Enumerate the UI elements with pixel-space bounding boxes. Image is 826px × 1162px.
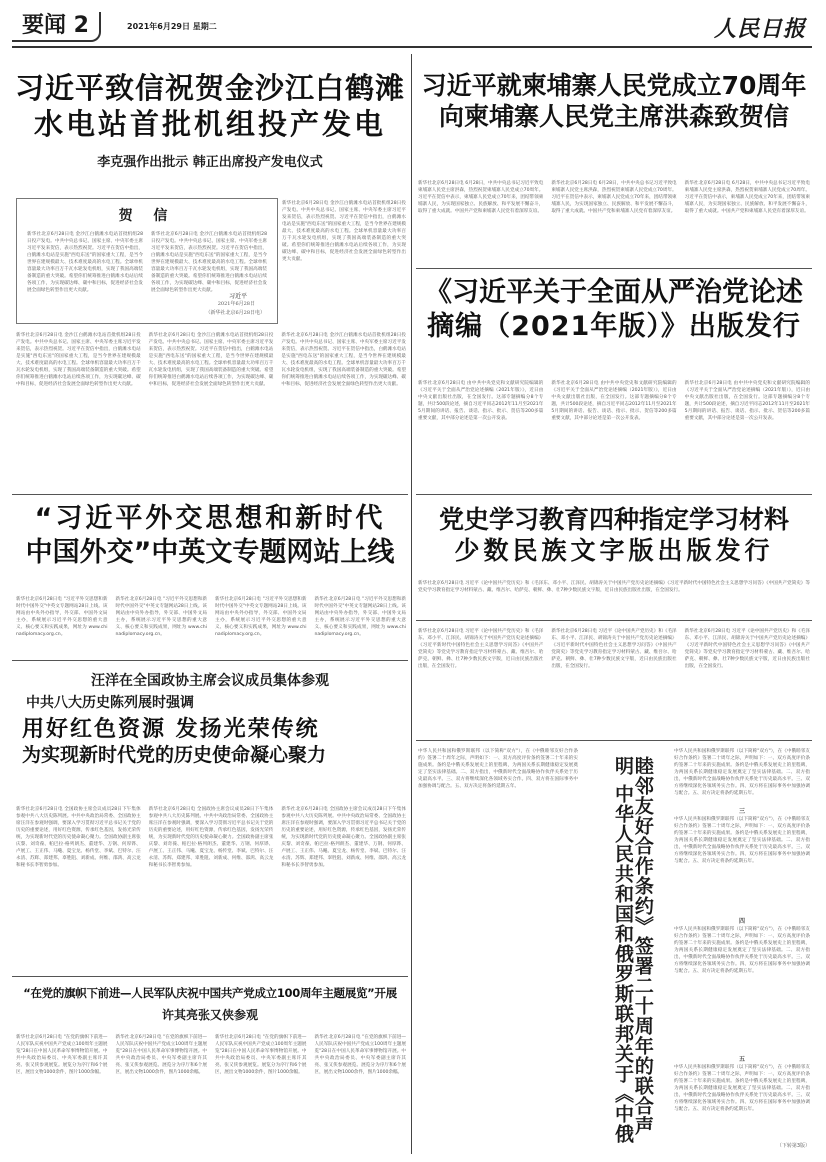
- newspaper-page: [12, 8, 812, 1154]
- text-column: 新华社北京6月28日电 全国政协主席会议成员28日下午集体参观中共八大历史陈列展。中共中央政治局常委、全国政协主席汪洋在参观时强调，要深入学习贯彻习近平总书记关于党的历史的重要论述，用好红色资源，传承红色基因，发扬光荣传统，为实现新时代党的历史使命凝心聚力。全国政协副主席张庆黎、刘奇葆、帕巴拉·格列朗杰、董建华、万钢、何厚铧、卢展工、王正伟、马飚、夏宝龙、杨传堂、李斌、巴特尔、汪永清、苏辉、郑建邦、辜胜阻、刘新成、何维、邵鸿、高云龙和秘书长李智勇参加。: [281, 807, 407, 868]
- text-column: 新华社北京6月28日电 "习近平外交思想和新时代中国外交"中英文专题网站28日上线。该网站由中央外办指导，外交部、中国外文局主办，系统展示习近平外交思想的重大意义、核心要义和实践成果，网址为 www.chinadiplomacy.org.cn。: [215, 597, 307, 637]
- text-column: 新华社北京6月28日电 6月28日，中共中央总书记习近平致电柬埔寨人民党主席洪森，热烈祝贺柬埔寨人民党成立70周年。习近平在贺信中表示，柬埔寨人民党成立70年来，团结带领柬埔寨人民，为实现国家独立、民族解放、和平发展不懈奋斗，取得了重大成就。中国共产党和柬埔寨人民党有着深厚友谊。: [684, 181, 810, 214]
- section-tag: 要闻 2: [12, 12, 101, 42]
- section-number: 四: [738, 918, 745, 925]
- article-minority-language-materials: [416, 504, 812, 618]
- subhead: 许其亮张又侠参观: [161, 1008, 258, 1023]
- headline-line: 水电站首批机组投产发电: [33, 107, 386, 142]
- text-column: 中华人民共和国和俄罗斯联邦（以下简称"双方"），在《中俄睦邻友好合作条约》签署二十周年之际，声明如下：一、双方高度评价条约签署二十年来的实施成果。条约是中俄关系发展史上的里程碑，为两国关系长期健康稳定发展奠定了坚实法律基础。二、双方指出，中俄新时代全面战略协作伙伴关系处于历史最高水平。三、双方将继续深化各领域务实合作。四、双方将在国际事务中加强协调与配合。五、双方决定将条约延期五年。: [674, 927, 810, 974]
- text-column: 新华社北京6月28日电 金沙江白鹤滩水电站首批机组28日投产发电。中共中央总书记、国家主席、中央军委主席习近平发来贺信，表示热烈祝贺。习近平在贺信中指出，白鹤滩水电站是实施"西电东送"的国家重大工程，是当今世界在建规模最大、技术难度最高的水电工程。全球单机容量最大功率百万千瓦水轮发电机组，实现了我国高端装备制造的重大突破。希望你们统筹推进白鹤滩水电站后续各项工作，为实现碳达峰、碳中和目标，促进经济社会发展全面绿色转型作出更大贡献。: [151, 232, 267, 293]
- article-body: [282, 200, 406, 324]
- text-column: 新华社北京6月28日电 6月28日，中共中央总书记习近平致电柬埔寨人民党主席洪森，热烈祝贺柬埔寨人民党成立70周年。习近平在贺信中表示，柬埔寨人民党成立70年来，团结带领柬埔寨人民，为实现国家独立、民族解放、和平发展不懈奋斗，取得了重大成就。中国共产党和柬埔寨人民党有着深厚友谊。: [551, 181, 677, 214]
- section-divider: [12, 660, 408, 661]
- congratulatory-letter-box: [16, 198, 278, 324]
- text-column: 新华社北京6月28日电 金沙江白鹤滩水电站首批机组28日投产发电。中共中央总书记、国家主席、中央军委主席习近平发来贺信，表示热烈祝贺。习近平在贺信中指出，白鹤滩水电站是实施"西电东送"的国家重大工程，是当今世界在建规模最大、技术难度最高的水电工程。全球单机容量最大功率百万千瓦水轮发电机组，实现了我国高端装备制造的重大突破。希望你们统筹推进白鹤滩水电站后续各项工作，为实现碳达峰、碳中和目标，促进经济社会发展全面绿色转型作出更大贡献。: [16, 333, 141, 387]
- section-divider: [12, 494, 408, 495]
- headline-line: 习近平就柬埔寨人民党成立70周年: [421, 71, 807, 100]
- vertical-headline: [612, 756, 652, 1152]
- text-column: 中华人民共和国和俄罗斯联邦（以下简称"双方"），在《中俄睦邻友好合作条约》签署二十周年之际，声明如下：一、双方高度评价条约签署二十年来的实施成果。条约是中俄关系发展史上的里程碑，为两国关系长期健康稳定发展奠定了坚实法律基础。二、双方指出，中俄新时代全面战略协作伙伴关系处于历史最高水平。三、双方将继续深化各领域务实合作。四、双方将在国际事务中加强协调与配合。五、双方决定将条约延期五年。: [674, 817, 810, 864]
- article-body: [16, 596, 406, 656]
- headline-line: 党史学习教育四种指定学习材料: [438, 505, 789, 534]
- text-column: 新华社北京6月28日电 "在党的旗帜下前进—人民军队庆祝中国共产党成立100周年主题展览"28日在中国人民革命军事博物馆开展。中共中央政治局委员、中央军委副主席许其亮、张又侠参观展览。展览分为序厅和6个展区，展出文物1000余件，图片1000余幅。: [314, 1035, 406, 1075]
- issue-date: 2021年6月29日 星期二: [127, 22, 217, 31]
- headline-line: 摘编（2021年版）》出版发行: [427, 310, 801, 342]
- text-column: 新华社北京6月28日电 由中共中央党史和文献研究院编辑的《习近平关于全面从严治党论述摘编（2021年版）》，近日由中央文献出版社出版，在全国发行。这部专题摘编分8个专题，共计500段论述，摘自习近平同志2012年11月至2021年5月期间的讲话、报告、谈话、指示、批示、贺信等200多篇重要文献，其中部分论述是第一次公开发表。: [684, 381, 810, 421]
- article-baihetan: [12, 70, 408, 490]
- article-china-russia-statement: [416, 748, 812, 1152]
- article-body: [418, 628, 810, 736]
- article-body: [16, 806, 406, 970]
- text-column: 新华社北京6月28日电 金沙江白鹤滩水电站首批机组28日投产发电。中共中央总书记、国家主席、中央军委主席习近平发来贺信，表示热烈祝贺。习近平在贺信中指出，白鹤滩水电站是实施"西电东送"的国家重大工程，是当今世界在建规模最大、技术难度最高的水电工程。全球单机容量最大功率百万千瓦水轮发电机组，实现了我国高端装备制造的重大突破。希望你们统筹推进白鹤滩水电站后续各项工作，为实现碳达峰、碳中和目标，促进经济社会发展全面绿色转型作出更大贡献。: [148, 333, 274, 387]
- text-column: 中华人民共和国和俄罗斯联邦（以下简称"双方"），在《中俄睦邻友好合作条约》签署二十周年之际，声明如下：一、双方高度评价条约签署二十年来的实施成果。条约是中俄关系发展史上的里程碑，为两国关系长期健康稳定发展奠定了坚实法律基础。二、双方指出，中俄新时代全面战略协作伙伴关系处于历史最高水平。三、双方将继续深化各领域务实合作。四、双方将在国际事务中加强协调与配合。五、双方决定将条约延期五年。: [674, 749, 810, 796]
- headline: “在党的旗帜下前进—人民军队庆祝中国共产党成立100周年主题展览”开展: [23, 986, 397, 1000]
- text-column: 新华社北京6月28日电 "在党的旗帜下前进—人民军队庆祝中国共产党成立100周年主题展览"28日在中国人民革命军事博物馆开展。中共中央政治局委员、中央军委副主席许其亮、张又侠参观展览。展览分为序厅和6个展区，展出文物1000余件，图片1000余幅。: [115, 1035, 207, 1075]
- text-column: 新华社北京6月28日电 "习近平外交思想和新时代中国外交"中英文专题网站28日上线。该网站由中央外办指导，外交部、中国外文局主办，系统展示习近平外交思想的重大意义、核心要义和实践成果，网址为 www.chinadiplomacy.org.cn。: [115, 597, 207, 637]
- text-column: 新华社北京6月28日电 金沙江白鹤滩水电站首批机组28日投产发电。中共中央总书记、国家主席、中央军委主席习近平发来贺信，表示热烈祝贺。习近平在贺信中指出，白鹤滩水电站是实施"西电东送"的国家重大工程，是当今世界在建规模最大、技术难度最高的水电工程。全球单机容量最大功率百万千瓦水轮发电机组，实现了我国高端装备制造的重大突破。希望你们统筹推进白鹤滩水电站后续各项工作，为实现碳达峰、碳中和目标，促进经济社会发展全面绿色转型作出更大贡献。: [282, 201, 406, 262]
- headline-line: 向柬埔寨人民党主席洪森致贺信: [438, 102, 789, 132]
- article-body: [418, 180, 810, 264]
- article-body: [418, 748, 578, 1148]
- section-divider: [416, 268, 812, 269]
- headline-line: 用好红色资源 发扬光荣传统: [22, 717, 320, 742]
- article-anti-corruption-book: [416, 276, 812, 491]
- newspaper-logo: 人民日报: [713, 16, 806, 42]
- box-title: 贺 信: [118, 208, 176, 224]
- column-divider: [411, 54, 412, 1154]
- article-cppcc-visit: [12, 668, 408, 973]
- article-body: [16, 1034, 406, 1150]
- section-divider: [416, 620, 812, 621]
- section-number: 三: [738, 808, 745, 815]
- article-body: [16, 332, 406, 488]
- text-column: 新华社北京6月28日电 "在党的旗帜下前进—人民军队庆祝中国共产党成立100周年主题展览"28日在中国人民革命军事博物馆开展。中共中央政治局委员、中央军委副主席许其亮、张又侠参观展览。展览分为序厅和6个展区，展出文物1000余件，图片1000余幅。: [215, 1035, 307, 1075]
- kicker: 中共八大历史陈列展时强调: [26, 695, 194, 711]
- article-army-exhibition: [12, 986, 408, 1152]
- text-column: 中华人民共和国和俄罗斯联邦（以下简称"双方"），在《中俄睦邻友好合作条约》签署二十周年之际，声明如下：一、双方高度评价条约签署二十年来的实施成果。条约是中俄关系发展史上的里程碑，为两国关系长期健康稳定发展奠定了坚实法律基础。二、双方指出，中俄新时代全面战略协作伙伴关系处于历史最高水平。三、双方将继续深化各领域务实合作。四、双方将在国际事务中加强协调与配合。五、双方决定将条约延期五年。: [674, 1065, 810, 1112]
- text-column: 新华社北京6月28日电 "在党的旗帜下前进—人民军队庆祝中国共产党成立100周年主题展览"28日在中国人民革命军事博物馆开展。中共中央政治局委员、中央军委副主席许其亮、张又侠参观展览。展览分为序厅和6个展区，展出文物1000余件，图片1000余幅。: [16, 1035, 108, 1075]
- text-column: 新华社北京6月28日电 "习近平外交思想和新时代中国外交"中英文专题网站28日上线。该网站由中央外办指导，外交部、中国外文局主办，系统展示习近平外交思想的重大意义、核心要义和实践成果，网址为 www.chinadiplomacy.org.cn。: [16, 597, 108, 637]
- text-column: 新华社北京6月28日电 金沙江白鹤滩水电站首批机组28日投产发电。中共中央总书记、国家主席、中央军委主席习近平发来贺信，表示热烈祝贺。习近平在贺信中指出，白鹤滩水电站是实施"西电东送"的国家重大工程，是当今世界在建规模最大、技术难度最高的水电工程。全球单机容量最大功率百万千瓦水轮发电机组，实现了我国高端装备制造的重大突破。希望你们统筹推进白鹤滩水电站后续各项工作，为实现碳达峰、碳中和目标，促进经济社会发展全面绿色转型作出更大贡献。: [27, 232, 143, 293]
- headline-line: 《习近平关于全面从严治党论述: [425, 277, 803, 308]
- masthead: [12, 8, 812, 48]
- text-column: 新华社北京6月28日电 金沙江白鹤滩水电站首批机组28日投产发电。中共中央总书记、国家主席、中央军委主席习近平发来贺信，表示热烈祝贺。习近平在贺信中指出，白鹤滩水电站是实施"西电东送"的国家重大工程，是当今世界在建规模最大、技术难度最高的水电工程。全球单机容量最大功率百万千瓦水轮发电机组，实现了我国高端装备制造的重大突破。希望你们统筹推进白鹤滩水电站后续各项工作，为实现碳达峰、碳中和目标，促进经济社会发展全面绿色转型作出更大贡献。: [281, 333, 407, 387]
- text-column: 新华社北京6月28日电 由中共中央党史和文献研究院编辑的《习近平关于全面从严治党论述摘编（2021年版）》，近日由中央文献出版社出版，在全国发行。这部专题摘编分8个专题，共计500段论述，摘自习近平同志2012年11月至2021年5月期间的讲话、报告、谈话、指示、批示、贺信等200多篇重要文献，其中部分论述是第一次公开发表。: [551, 381, 677, 421]
- text-column: 新华社北京6月28日电 由中共中央党史和文献研究院编辑的《习近平关于全面从严治党论述摘编（2021年版）》，近日由中央文献出版社出版，在全国发行。这部专题摘编分8个专题，共计500段论述，摘自习近平同志2012年11月至2021年5月期间的讲话、报告、谈话、指示、批示、贺信等200多篇重要文献，其中部分论述是第一次公开发表。: [418, 381, 544, 421]
- text-column: 新华社北京6月28日电 习近平《论中国共产党历史》和《毛泽东、邓小平、江泽民、胡锦涛关于中国共产党历史论述摘编》《习近平新时代中国特色社会主义思想学习问答》《中国共产党简史》等党史学习教育指定学习材料蒙古、藏、维吾尔、哈萨克、朝鲜、彝、壮7种少数民族文字版，近日由民族出版社出版，在全国发行。: [684, 629, 810, 669]
- section-divider: [416, 740, 812, 741]
- section-divider: [416, 494, 812, 495]
- headline-line: 中华人民共和国和俄罗斯联邦关于《中俄: [611, 783, 634, 1144]
- text-column: 新华社北京6月28日电 "习近平外交思想和新时代中国外交"中英文专题网站28日上线。该网站由中央外办指导，外交部、中国外文局主办，系统展示习近平外交思想的重大意义、核心要义和实践成果，网址为 www.chinadiplomacy.org.cn。: [314, 597, 406, 637]
- text-column: 新华社北京6月28日电 全国政协主席会议成员28日下午集体参观中共八大历史陈列展。中共中央政治局常委、全国政协主席汪洋在参观时强调，要深入学习贯彻习近平总书记关于党的历史的重要论述，用好红色资源，传承红色基因，发扬光荣传统，为实现新时代党的历史使命凝心聚力。全国政协副主席张庆黎、刘奇葆、帕巴拉·格列朗杰、董建华、万钢、何厚铧、卢展工、王正伟、马飚、夏宝龙、杨传堂、李斌、巴特尔、汪永清、苏辉、郑建邦、辜胜阻、刘新成、何维、邵鸿、高云龙和秘书长李智勇参加。: [148, 807, 274, 868]
- article-body: [418, 580, 810, 616]
- article-diplomacy-website: [12, 502, 408, 657]
- headline-line: 中国外交”中英文专题网站上线: [25, 536, 395, 568]
- letter-date: 2021年6月28日: [217, 301, 255, 307]
- letter-note: （新华社北京6月28日电）: [205, 310, 265, 316]
- text-column: 新华社北京6月28日电 习近平《论中国共产党历史》和《毛泽东、邓小平、江泽民、胡锦涛关于中国共产党历史论述摘编》《习近平新时代中国特色社会主义思想学习问答》《中国共产党简史》等党史学习教育指定学习材料蒙古、藏、维吾尔、哈萨克、朝鲜、彝、壮7种少数民族文字版，近日由民族出版社出版，在全国发行。: [418, 581, 810, 593]
- headline-line: 睦邻友好合作条约》签署二十周年的联合声明: [611, 756, 654, 1136]
- article-cambodia: [416, 70, 812, 265]
- text-column: 中华人民共和国和俄罗斯联邦（以下简称"双方"），在《中俄睦邻友好合作条约》签署二十周年之际，声明如下：一、双方高度评价条约签署二十年来的实施成果。条约是中俄关系发展史上的里程碑，为两国关系长期健康稳定发展奠定了坚实法律基础。二、双方指出，中俄新时代全面战略协作伙伴关系处于历史最高水平。三、双方将继续深化各领域务实合作。四、双方将在国际事务中加强协调与配合。五、双方决定将条约延期五年。: [418, 749, 578, 789]
- headline-line: 少数民族文字版出版发行: [454, 536, 774, 566]
- letter-signature: 习近平: [228, 293, 247, 300]
- section-divider: [12, 976, 408, 977]
- subhead: 李克强作出批示 韩正出席投产发电仪式: [97, 154, 323, 170]
- continued-note: （下转第3版）: [776, 1143, 810, 1149]
- article-body: [418, 380, 810, 488]
- letter-text: [27, 231, 267, 293]
- text-column: 新华社北京6月28日电 习近平《论中国共产党历史》和《毛泽东、邓小平、江泽民、胡锦涛关于中国共产党历史论述摘编》《习近平新时代中国特色社会主义思想学习问答》《中国共产党简史》等党史学习教育指定学习材料蒙古、藏、维吾尔、哈萨克、朝鲜、彝、壮7种少数民族文字版，近日由民族出版社出版，在全国发行。: [418, 629, 544, 669]
- headline-line: 习近平致信祝贺金沙江白鹤滩: [14, 71, 405, 105]
- text-column: 新华社北京6月28日电 全国政协主席会议成员28日下午集体参观中共八大历史陈列展。中共中央政治局常委、全国政协主席汪洋在参观时强调，要深入学习贯彻习近平总书记关于党的历史的重要论述，用好红色资源，传承红色基因，发扬光荣传统，为实现新时代党的历史使命凝心聚力。全国政协副主席张庆黎、刘奇葆、帕巴拉·格列朗杰、董建华、万钢、何厚铧、卢展工、王正伟、马飚、夏宝龙、杨传堂、李斌、巴特尔、汪永清、苏辉、郑建邦、辜胜阻、刘新成、何维、邵鸿、高云龙和秘书长李智勇参加。: [16, 807, 141, 868]
- kicker: 汪洋在全国政协主席会议成员集体参观: [91, 673, 329, 689]
- section-number: 五: [738, 1056, 745, 1063]
- headline-line: 为实现新时代党的历史使命凝心聚力: [22, 743, 327, 766]
- text-column: 新华社北京6月28日电 6月28日，中共中央总书记习近平致电柬埔寨人民党主席洪森，热烈祝贺柬埔寨人民党成立70周年。习近平在贺信中表示，柬埔寨人民党成立70年来，团结带领柬埔寨人民，为实现国家独立、民族解放、和平发展不懈奋斗，取得了重大成就。中国共产党和柬埔寨人民党有着深厚友谊。: [418, 181, 544, 214]
- statement-columns: [674, 748, 810, 1152]
- text-column: 新华社北京6月28日电 习近平《论中国共产党历史》和《毛泽东、邓小平、江泽民、胡锦涛关于中国共产党历史论述摘编》《习近平新时代中国特色社会主义思想学习问答》《中国共产党简史》等党史学习教育指定学习材料蒙古、藏、维吾尔、哈萨克、朝鲜、彝、壮7种少数民族文字版，近日由民族出版社出版，在全国发行。: [551, 629, 677, 669]
- headline-line: “习近平外交思想和新时代: [34, 503, 386, 534]
